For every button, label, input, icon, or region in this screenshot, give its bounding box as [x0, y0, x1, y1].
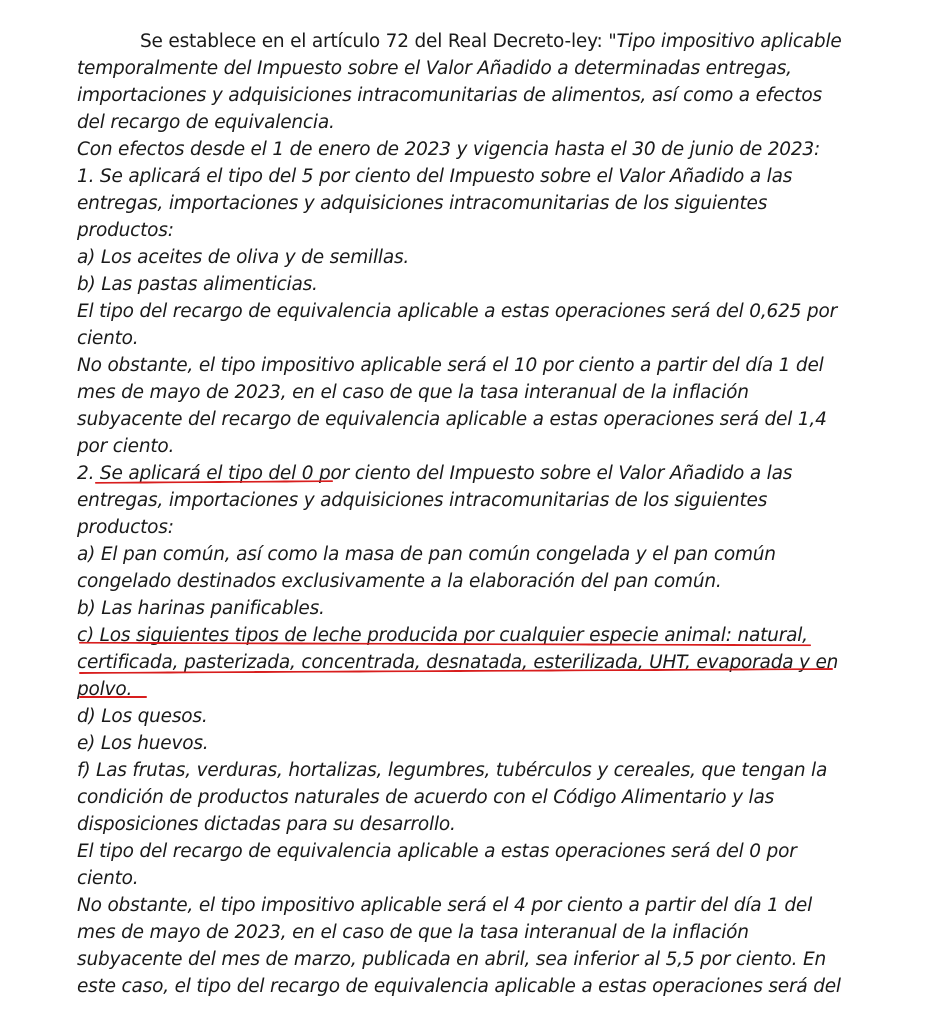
text-line: mes de mayo de 2023, en el caso de que la tasa interanual de la inflación — [77, 382, 749, 403]
intro-text: Se establece en el artículo 72 del Real Decreto-ley: " — [140, 31, 617, 52]
text-line: b) Las pastas alimenticias. — [77, 274, 318, 295]
text-line: ciento. — [77, 868, 139, 889]
text-line: d) Los quesos. — [77, 706, 208, 727]
text-line: e) Los huevos. — [77, 733, 209, 754]
quote-text: Tipo impositivo aplicable — [616, 31, 842, 52]
text-line: f) Las frutas, verduras, hortalizas, legumbres, tubérculos y cereales, que tengan la — [77, 760, 828, 781]
text-line: importaciones y adquisiciones intracomunitarias de alimentos, así como a efectos — [77, 85, 822, 106]
text-line: b) Las harinas panificables. — [77, 598, 325, 619]
text-line: subyacente del recargo de equivalencia aplicable a estas operaciones será del 1,4 — [77, 409, 827, 430]
red-underline-leche-3 — [79, 696, 147, 698]
text-line: 2. Se aplicará el tipo del 0 por ciento del Impuesto sobre el Valor Añadido a las — [77, 463, 793, 484]
text-line: No obstante, el tipo impositivo aplicable será el 10 por ciento a partir del día 1 del — [77, 355, 824, 376]
text-line: El tipo del recargo de equivalencia aplicable a estas operaciones será del 0 por — [77, 841, 797, 862]
text-line: del recargo de equivalencia. — [77, 112, 335, 133]
text-line: este caso, el tipo del recargo de equivalencia aplicable a estas operaciones será del — [77, 976, 841, 997]
text-line: certificada, pasterizada, concentrada, desnatada, esterilizada, UHT, evaporada y en — [77, 652, 839, 673]
text-line: mes de mayo de 2023, en el caso de que la tasa interanual de la inflación — [77, 922, 749, 943]
text-line: No obstante, el tipo impositivo aplicable será el 4 por ciento a partir del día 1 del — [77, 895, 813, 916]
text-line: entregas, importaciones y adquisiciones intracomunitarias de los siguientes — [77, 193, 768, 214]
text-line: Con efectos desde el 1 de enero de 2023 y vigencia hasta el 30 de junio de 2023: — [77, 139, 821, 160]
text-line: productos: — [77, 517, 174, 538]
text-line: ciento. — [77, 328, 139, 349]
text-line: El tipo del recargo de equivalencia aplicable a estas operaciones será del 0,625 por — [77, 301, 837, 322]
text-line: subyacente del mes de marzo, publicada en abril, sea inferior al 5,5 por ciento. En — [77, 949, 827, 970]
text-line: polvo. — [77, 679, 133, 700]
text-line — [77, 28, 867, 55]
text-line: temporalmente del Impuesto sobre el Valor Añadido a determinadas entregas, — [77, 58, 792, 79]
text-line: condición de productos naturales de acuerdo con el Código Alimentario y las — [77, 787, 775, 808]
text-line: c) Los siguientes tipos de leche producida por cualquier especie animal: natural, — [77, 625, 808, 646]
text-line: entregas, importaciones y adquisiciones intracomunitarias de los siguientes — [77, 490, 768, 511]
text-line: productos: — [77, 220, 174, 241]
text-line: congelado destinados exclusivamente a la elaboración del pan común. — [77, 571, 722, 592]
text-line: 1. Se aplicará el tipo del 5 por ciento del Impuesto sobre el Valor Añadido a las — [77, 166, 793, 187]
text-line: disposiciones dictadas para su desarrollo. — [77, 814, 456, 835]
text-line: a) Los aceites de oliva y de semillas. — [77, 247, 410, 268]
document-body — [77, 28, 867, 1000]
text-line: a) El pan común, así como la masa de pan común congelada y el pan común — [77, 544, 776, 565]
text-line: por ciento. — [77, 436, 175, 457]
